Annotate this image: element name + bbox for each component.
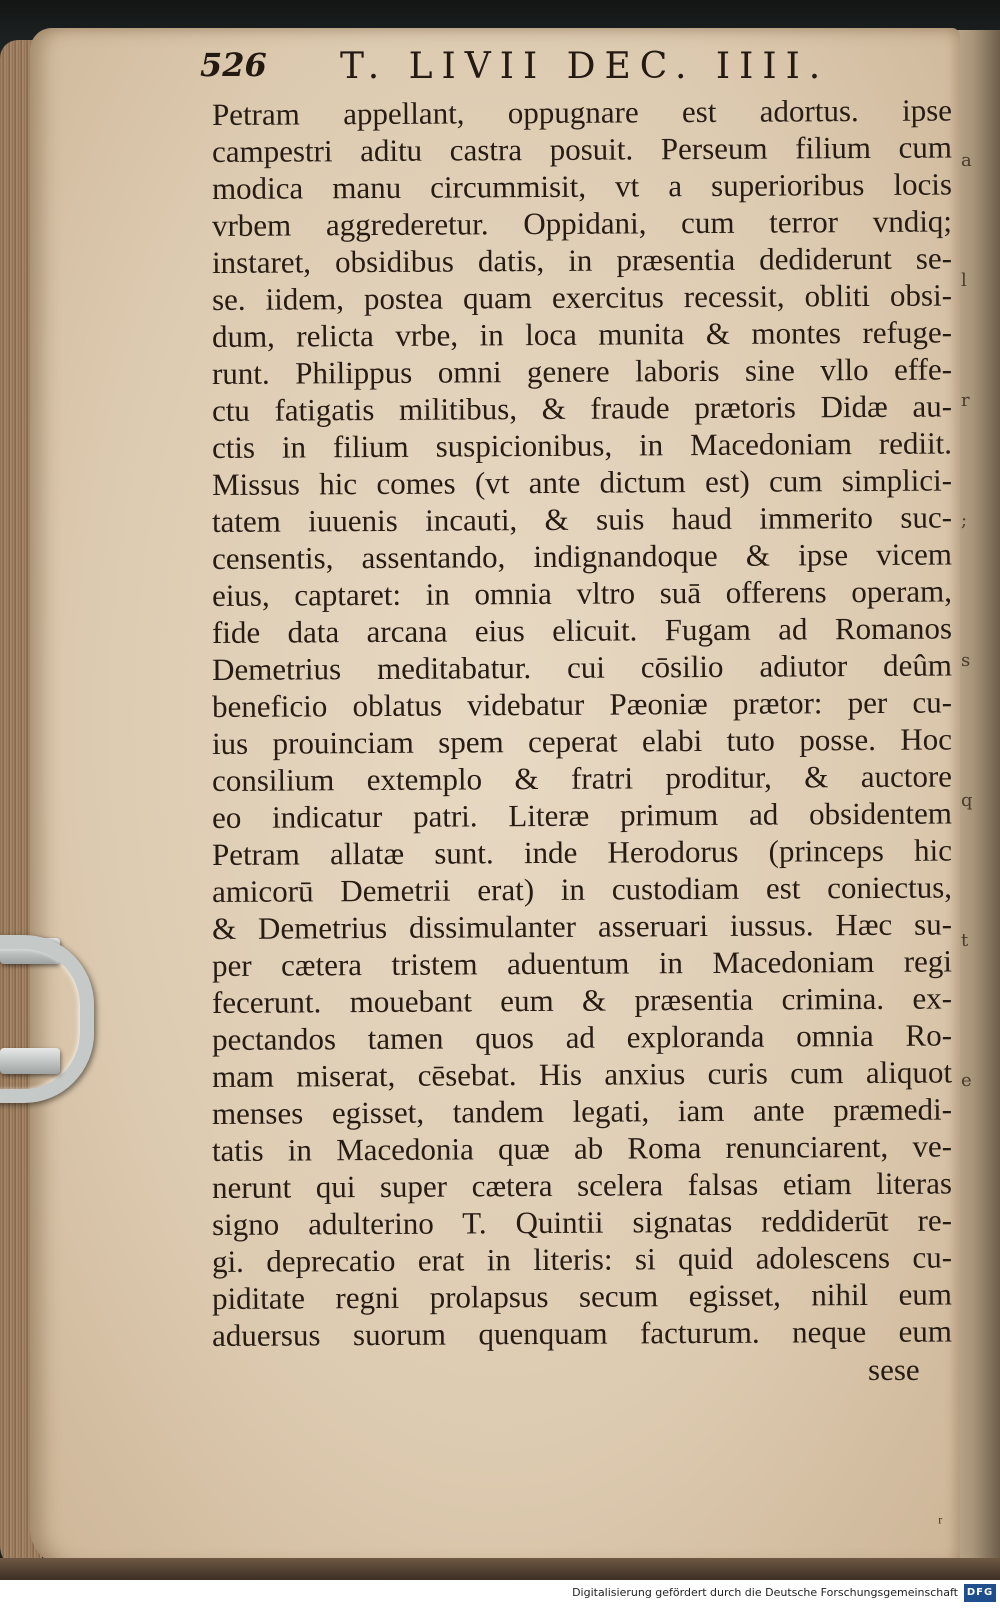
running-head [200, 46, 860, 90]
text-line: mam miserat, cēsebat. His anxius curis cum aliquot [211, 1054, 953, 1094]
text-line: & Demetrius dissimulanter asseruari iussus. Hæc su- [211, 906, 953, 946]
text-line: fecerunt. mouebant eum & præsentia crimina. ex- [211, 980, 953, 1020]
text-line: signo adulterino T. Quintii signatas reddiderūt re- [211, 1202, 953, 1242]
text-line: nerunt qui super cætera scelera falsas etiam literas [211, 1165, 953, 1205]
credit-bar [0, 1580, 1000, 1608]
facing-page-fragment: a [961, 150, 972, 171]
page-body-text [211, 92, 953, 1354]
text-line: fide data arcana eius elicuit. Fugam ad Romanos [211, 610, 953, 650]
text-line: Demetrius meditabatur. cui cōsilio adiutor deûm [211, 647, 953, 687]
text-line: tatem iuuenis incauti, & suis haud immerito suc- [211, 499, 953, 539]
facing-page-fragment: q [961, 790, 973, 811]
text-line: vrbem aggrederetur. Oppidani, cum terror vndiq; [211, 203, 953, 243]
page-clip-bottom [0, 1048, 60, 1074]
facing-page-fragment: e [961, 1070, 972, 1091]
text-line: runt. Philippus omni genere laboris sine vllo effe- [211, 351, 953, 391]
text-line: eo indicatur patri. Literæ primum ad obsidentem [211, 795, 953, 835]
facing-page-fragment: l [961, 270, 967, 291]
text-line: instaret, obsidibus datis, in præsentia dediderunt se- [211, 240, 953, 280]
text-line: se. iidem, postea quam exercitus recessit, obliti obsi- [211, 277, 953, 317]
page-corner-mark: ʳ [938, 1512, 943, 1534]
text-line: eius, captaret: in omnia vltro suā offerens operam, [211, 573, 953, 613]
text-line: tatis in Macedonia quæ ab Roma renunciarent, ve- [211, 1128, 953, 1168]
text-line: ius prouinciam spem ceperat elabi tuto posse. Hoc [211, 721, 953, 761]
text-line: per cætera tristem aduentum in Macedoniam regi [211, 943, 953, 983]
text-line: campestri aditu castra posuit. Perseum filium cum [211, 129, 953, 169]
facing-page-fragment: s [961, 650, 971, 671]
text-line: piditate regni prolapsus secum egisset, nihil eum [211, 1276, 953, 1316]
text-line: dum, relicta vrbe, in loca munita & montes refuge- [211, 314, 953, 354]
facing-page-fragment: ; [961, 510, 968, 531]
text-line: pectandos tamen quos ad exploranda omnia Ro- [211, 1017, 953, 1057]
page-number: 526 [200, 46, 267, 84]
catchword: sese [868, 1352, 920, 1387]
text-line: gi. deprecatio erat in literis: si quid adolescens cu- [211, 1239, 953, 1279]
text-line: beneficio oblatus videbatur Pæoniæ prætor: per cu- [211, 684, 953, 724]
text-line: Petram appellant, oppugnare est adortus. ipse [211, 92, 953, 132]
funding-credit: Digitalisierung gefördert durch die Deutsche Forschungsgemeinschaft [572, 1586, 958, 1599]
text-line: aduersus suorum quenquam facturum. neque eum [211, 1313, 953, 1353]
text-line: ctis in filium suspicionibus, in Macedoniam rediit. [211, 425, 953, 465]
text-line: consilium extemplo & fratri proditur, & auctore [211, 758, 953, 798]
running-title: T. LIVII DEC. IIII. [340, 46, 830, 87]
facing-page-fragment: t [961, 930, 969, 951]
text-line: censentis, assentando, indignandoque & ipse vicem [211, 536, 953, 576]
text-line: Petram allatæ sunt. inde Herodorus (princeps hic [211, 832, 953, 872]
text-line: menses egisset, tandem legati, iam ante præmedi- [211, 1091, 953, 1131]
facing-page-edge [955, 30, 1000, 1575]
book-bottom-edge [0, 1558, 1000, 1580]
dfg-logo: DFG [964, 1584, 996, 1602]
text-line: Missus hic comes (vt ante dictum est) cum simplici- [211, 462, 953, 502]
text-line: modica manu circummisit, vt a superioribus locis [211, 166, 953, 206]
text-line: ctu fatigatis militibus, & fraude prætoris Didæ au- [211, 388, 953, 428]
text-line: amicorū Demetrii erat) in custodiam est coniectus, [211, 869, 953, 909]
facing-page-fragment: r [961, 390, 970, 411]
